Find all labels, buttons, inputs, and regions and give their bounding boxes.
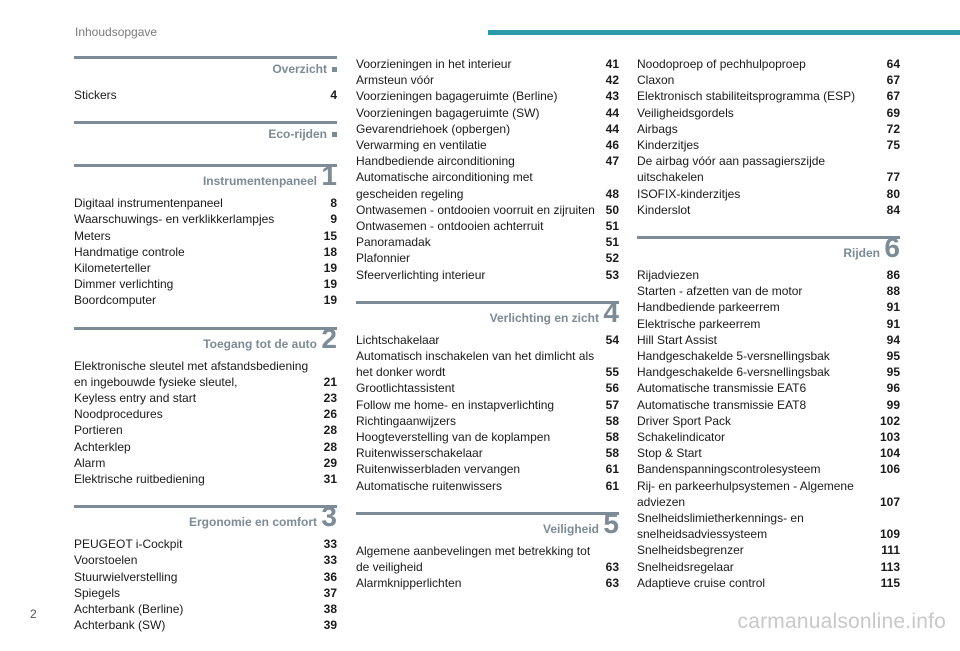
toc-entry[interactable] <box>74 536 337 552</box>
toc-entry-label: Ontwasemen - ontdooien achterruit <box>356 219 544 234</box>
toc-entry-label: Adaptieve cruise control <box>637 575 766 590</box>
toc-entry[interactable] <box>637 267 900 283</box>
section-header <box>74 56 337 81</box>
toc-entry[interactable] <box>74 471 337 487</box>
toc-entry[interactable] <box>637 559 900 575</box>
toc-entry[interactable] <box>74 617 337 633</box>
toc-entry[interactable] <box>74 260 337 276</box>
toc-entry[interactable] <box>356 413 619 429</box>
toc-entry-label: Rijadviezen <box>637 268 700 283</box>
section-header <box>356 296 619 328</box>
toc-entry[interactable] <box>356 445 619 461</box>
toc-entry[interactable] <box>74 390 337 406</box>
toc-entry[interactable] <box>637 153 900 185</box>
toc-entry-page: 28 <box>323 423 337 438</box>
toc-entry-label: Stop & Start <box>637 446 702 461</box>
section-number: 3 <box>321 501 337 533</box>
toc-entry-page: 15 <box>323 228 337 243</box>
toc-entry-page: 111 <box>881 543 900 558</box>
toc-entry-label: Elektrische ruitbediening <box>74 472 205 487</box>
section-header <box>74 322 337 354</box>
toc-entry-page: 58 <box>605 430 619 445</box>
toc-entry-page: 106 <box>879 462 900 477</box>
toc-entry-page: 43 <box>605 89 619 104</box>
toc-entry-label: Gevarendriehoek (opbergen) <box>356 121 511 136</box>
toc-entry[interactable] <box>74 211 337 227</box>
toc-entry-label: Automatische transmissie EAT6 <box>637 381 807 396</box>
toc-entry-label: Achterbank (Berline) <box>74 602 184 617</box>
toc-entry-label: Stickers <box>74 88 117 102</box>
toc-entry-page: 95 <box>886 365 900 380</box>
toc-entry[interactable] <box>637 72 900 88</box>
toc-entry[interactable] <box>356 543 619 575</box>
toc-entry-label: Elektronisch stabiliteitsprogramma (ESP) <box>637 89 856 104</box>
toc-entry-label: Driver Sport Pack <box>637 413 732 428</box>
toc-section <box>356 296 619 494</box>
toc-entry-label: Hill Start Assist <box>637 332 718 347</box>
toc-entry-page: 39 <box>323 618 337 633</box>
toc-entry-label: Armsteun vóór <box>356 73 435 88</box>
toc-entry-label: Ontwasemen - ontdooien voorruit en zijruiten <box>356 202 595 217</box>
toc-entry[interactable] <box>637 186 900 202</box>
toc-entry-page: 29 <box>323 455 337 470</box>
toc-entry-page: 46 <box>605 138 619 153</box>
toc-section <box>74 501 337 633</box>
page-number: 2 <box>30 607 37 621</box>
page-header-title: Inhoudsopgave <box>75 25 158 39</box>
section-header <box>637 232 900 264</box>
toc-entry-page: 42 <box>605 73 619 88</box>
toc-entry-page: 19 <box>323 293 337 308</box>
toc-entry-label: ISOFIX-kinderzitjes <box>637 186 741 201</box>
toc-entry[interactable] <box>356 250 619 266</box>
toc-entry-page: 58 <box>605 413 619 428</box>
toc-entry[interactable] <box>356 397 619 413</box>
toc-entry-page: 26 <box>323 407 337 422</box>
toc-entry-page: 38 <box>323 602 337 617</box>
toc-entry[interactable] <box>637 137 900 153</box>
toc-entry-page: 23 <box>323 391 337 406</box>
toc-entry-label: Verwarming en ventilatie <box>356 138 487 153</box>
toc-entry-page: 54 <box>605 332 619 347</box>
toc-entry-label: Snelheidsregelaar <box>637 559 734 574</box>
toc-entry-page: 109 <box>879 527 900 542</box>
toc-section <box>356 56 619 283</box>
section-header <box>74 121 337 146</box>
toc-entry-label: Kinderzitjes <box>637 138 700 153</box>
toc-entry-label: Richtingaanwijzers <box>356 413 457 428</box>
watermark: carmanualsonline.info <box>737 610 946 633</box>
toc-entry-page: 8 <box>330 196 337 211</box>
toc-entry-page: 58 <box>605 446 619 461</box>
toc-entry-page: 28 <box>323 439 337 454</box>
section-title: Toegang tot de auto <box>203 336 317 351</box>
toc-entry-page: 63 <box>605 576 619 591</box>
toc-entry[interactable] <box>74 228 337 244</box>
toc-entry-label: Automatisch inschakelen van het dimlicht als het donker wordt <box>356 349 595 380</box>
section-title: Eco-rijden <box>268 127 337 141</box>
square-bullet-icon <box>332 67 337 72</box>
toc-entry[interactable] <box>74 358 337 390</box>
toc-entry[interactable] <box>74 569 337 585</box>
toc-entry-page: 56 <box>605 381 619 396</box>
toc-entry-page: 75 <box>886 138 900 153</box>
toc-entry-page: 50 <box>605 202 619 217</box>
toc-entry-page: 88 <box>886 284 900 299</box>
toc-entry[interactable] <box>74 195 337 211</box>
header-accent-bar <box>488 30 960 35</box>
toc-entry-page: 63 <box>605 560 619 575</box>
toc-entry-label: Lichtschakelaar <box>356 332 440 347</box>
toc-entry-label: Achterbank (SW) <box>74 618 166 633</box>
toc-entry-page: 67 <box>886 89 900 104</box>
toc-entry-page: 113 <box>880 559 900 574</box>
toc-entry-label: Schakelindicator <box>637 430 726 445</box>
toc-entry[interactable] <box>356 218 619 234</box>
toc-entry-page: 96 <box>886 381 900 396</box>
toc-entry-page: 102 <box>879 413 900 428</box>
toc-entry[interactable] <box>637 478 900 510</box>
toc-entry[interactable] <box>356 121 619 137</box>
toc-entry-label: Meters <box>74 228 111 243</box>
toc-entry[interactable] <box>356 429 619 445</box>
toc-entry[interactable] <box>74 439 337 455</box>
toc-entry-label: Noodoproep of pechhulpoproep <box>637 57 806 71</box>
toc-entry-page: 103 <box>879 430 900 445</box>
toc-entry-page: 67 <box>886 73 900 88</box>
toc-entry[interactable] <box>356 72 619 88</box>
toc-entry[interactable] <box>356 575 619 591</box>
toc-entry[interactable] <box>637 542 900 558</box>
toc-entry-label: Voorzieningen bagageruimte (SW) <box>356 105 540 120</box>
toc-entry[interactable] <box>74 292 337 308</box>
section-number: 2 <box>321 322 337 354</box>
toc-entry-page: 72 <box>886 121 900 136</box>
toc-entry-label: Sfeerverlichting interieur <box>356 267 486 282</box>
toc-section <box>637 232 900 591</box>
toc-entry[interactable] <box>356 202 619 218</box>
toc-section <box>637 56 900 218</box>
toc-entry-page: 33 <box>323 553 337 568</box>
toc-entry[interactable] <box>637 105 900 121</box>
toc-entry-label: Stuurwielverstelling <box>74 569 178 584</box>
toc-entry-label: Dimmer verlichting <box>74 277 174 292</box>
toc-entry-page: 99 <box>886 397 900 412</box>
toc-entry-label: Starten - afzetten van de motor <box>637 284 803 299</box>
toc-entry[interactable] <box>356 348 619 380</box>
toc-entry-page: 80 <box>886 186 900 201</box>
toc-entry-page: 18 <box>323 244 337 259</box>
toc-entry-page: 33 <box>323 537 337 552</box>
toc-entry[interactable] <box>356 137 619 153</box>
toc-entry-label: Automatische ruitenwissers <box>356 478 503 493</box>
toc-entry-label: Handbediende parkeerrem <box>637 300 780 315</box>
toc-entry[interactable] <box>637 413 900 429</box>
toc-entry-label: Snelheidsbegrenzer <box>637 543 744 558</box>
toc-entry-label: Automatische airconditioning met gescheiden regeling <box>356 170 533 201</box>
section-title: Ergonomie en comfort <box>188 515 317 530</box>
toc-entry[interactable] <box>637 364 900 380</box>
section-header <box>356 507 619 539</box>
toc-entry-page: 61 <box>605 478 619 493</box>
section-number: 5 <box>603 507 619 539</box>
toc-entry-page: 21 <box>323 374 337 389</box>
toc-entry-page: 91 <box>886 300 900 315</box>
toc-entry-page: 51 <box>605 235 619 250</box>
toc-entry-page: 107 <box>879 494 900 509</box>
toc-entry-page: 36 <box>323 569 337 584</box>
toc-entry[interactable] <box>356 267 619 283</box>
toc-entry-page: 55 <box>605 365 619 380</box>
toc-entry[interactable] <box>637 380 900 396</box>
section-number: 1 <box>321 160 337 192</box>
toc-entry[interactable] <box>356 478 619 494</box>
toc-entry-label: Alarmknipperlichten <box>356 576 462 591</box>
toc-entry-label: Spiegels <box>74 585 121 600</box>
toc-entry-label: PEUGEOT i-Cockpit <box>74 537 183 552</box>
toc-entry-page: 4 <box>330 88 337 102</box>
toc-entry-page: 44 <box>605 121 619 136</box>
toc-entry-page: 52 <box>605 251 619 266</box>
toc-entry[interactable] <box>74 455 337 471</box>
toc-entry[interactable] <box>637 461 900 477</box>
toc-entry[interactable] <box>637 510 900 542</box>
toc-entry-page: 115 <box>880 575 900 590</box>
toc-entry-label: Ruitenwisserschakelaar <box>356 446 483 461</box>
toc-entry[interactable] <box>637 332 900 348</box>
toc-entry[interactable] <box>356 153 619 169</box>
toc-entry-label: Veiligheidsgordels <box>637 105 734 120</box>
toc-entry-page: 64 <box>886 57 900 71</box>
toc-entry[interactable] <box>356 234 619 250</box>
toc-entry[interactable] <box>356 461 619 477</box>
toc-entry-label: Snelheidslimietherkennings- en snelheidsadviessysteem <box>637 511 804 542</box>
toc-entry[interactable] <box>356 332 619 348</box>
toc-entry-page: 94 <box>886 332 900 347</box>
toc-entry[interactable] <box>74 422 337 438</box>
toc-entry-page: 57 <box>605 397 619 412</box>
toc-entry-label: Handgeschakelde 6-versnellingsbak <box>637 365 830 380</box>
toc-entry[interactable] <box>74 276 337 292</box>
toc-entry[interactable] <box>74 601 337 617</box>
toc-entry-label: Keyless entry and start <box>74 391 197 406</box>
toc-section <box>74 160 337 308</box>
toc-entry-label: Digitaal instrumentenpaneel <box>74 196 223 211</box>
toc-entry-label: De airbag vóór aan passagierszijde uitschakelen <box>637 154 826 185</box>
section-title: Veiligheid <box>542 521 599 536</box>
section-title: Overzicht <box>272 62 337 76</box>
toc-section <box>74 56 337 103</box>
toc-entry-label: Voorzieningen in het interieur <box>356 57 512 71</box>
toc-entry-label: Voorstoelen <box>74 553 138 568</box>
toc-column-2 <box>356 56 619 609</box>
toc-entry-page: 69 <box>886 105 900 120</box>
toc-section <box>356 507 619 592</box>
toc-entry-label: Rij- en parkeerhulpsystemen - Algemene adviezen <box>637 478 854 509</box>
section-header <box>74 501 337 533</box>
toc-entry[interactable] <box>637 429 900 445</box>
section-title: Rijden <box>843 246 880 261</box>
toc-entry-page: 77 <box>886 170 900 185</box>
toc-entry-label: Boordcomputer <box>74 293 157 308</box>
toc-entry[interactable] <box>356 380 619 396</box>
toc-entry[interactable] <box>637 283 900 299</box>
toc-entry[interactable] <box>637 575 900 591</box>
toc-entry-label: Ruitenwisserbladen vervangen <box>356 462 521 477</box>
toc-entry[interactable] <box>74 585 337 601</box>
toc-column-3 <box>637 56 900 609</box>
toc-entry-label: Handmatige controle <box>74 244 185 259</box>
toc-entry[interactable] <box>637 445 900 461</box>
toc-entry[interactable] <box>74 406 337 422</box>
toc-entry-label: Waarschuwings- en verklikkerlampjes <box>74 212 275 227</box>
toc-column-1 <box>74 56 337 651</box>
toc-entry[interactable] <box>637 316 900 332</box>
toc-entry-page: 41 <box>605 57 619 71</box>
toc-entry[interactable] <box>637 348 900 364</box>
toc-entry-label: Plafonnier <box>356 251 411 266</box>
toc-entry-label: Portieren <box>74 423 123 438</box>
toc-entry-label: Grootlichtassistent <box>356 381 455 396</box>
toc-entry-label: Elektronische sleutel met afstandsbediening en ingebouwde fysieke sleutel, <box>74 358 309 389</box>
section-header <box>74 160 337 192</box>
toc-entry-page: 44 <box>605 105 619 120</box>
section-title: Verlichting en zicht <box>489 310 599 325</box>
toc-entry-page: 104 <box>879 446 900 461</box>
toc-entry-page: 31 <box>323 472 337 487</box>
toc-entry[interactable] <box>74 552 337 568</box>
toc-entry[interactable] <box>637 299 900 315</box>
toc-entry-page: 47 <box>605 154 619 169</box>
toc-entry-page: 53 <box>605 267 619 282</box>
toc-entry-label: Elektrische parkeerrem <box>637 316 761 331</box>
toc-entry-label: Kinderslot <box>637 202 691 217</box>
toc-section <box>74 121 337 146</box>
toc-entry-label: Claxon <box>637 73 675 88</box>
toc-entry[interactable] <box>637 202 900 218</box>
toc-entry-label: Panoramadak <box>356 235 431 250</box>
toc-entry[interactable] <box>637 397 900 413</box>
toc-entry-label: Follow me home- en instapverlichting <box>356 397 555 412</box>
section-title: Instrumentenpaneel <box>202 174 317 189</box>
toc-entry-page: 86 <box>886 268 900 283</box>
toc-entry-label: Handbediende airconditioning <box>356 154 515 169</box>
toc-entry[interactable] <box>356 56 619 72</box>
square-bullet-icon <box>332 132 337 137</box>
toc-entry-page: 84 <box>886 202 900 217</box>
toc-entry-page: 48 <box>605 186 619 201</box>
toc-entry[interactable] <box>637 121 900 137</box>
toc-entry-label: Handgeschakelde 5-versnellingsbak <box>637 349 830 364</box>
toc-entry-page: 19 <box>323 261 337 276</box>
toc-entry-label: Achterklep <box>74 439 131 454</box>
toc-entry-label: Automatische transmissie EAT8 <box>637 397 807 412</box>
toc-entry-label: Kilometerteller <box>74 261 151 276</box>
toc-entry[interactable] <box>74 244 337 260</box>
toc-entry-label: Alarm <box>74 455 106 470</box>
toc-entry-page: 61 <box>605 462 619 477</box>
toc-entry-page: 91 <box>886 316 900 331</box>
toc-entry-label: Hoogteverstelling van de koplampen <box>356 430 551 445</box>
section-number: 4 <box>603 296 619 328</box>
toc-entry-page: 19 <box>323 277 337 292</box>
toc-entry-label: Airbags <box>637 121 678 136</box>
toc-entry-page: 9 <box>330 212 337 227</box>
toc-entry-page: 95 <box>886 349 900 364</box>
toc-entry[interactable] <box>637 88 900 104</box>
toc-entry-label: Noodprocedures <box>74 407 163 422</box>
toc-entry-page: 37 <box>323 585 337 600</box>
toc-entry[interactable] <box>356 105 619 121</box>
toc-entry-label: Bandenspanningscontrolesysteem <box>637 462 821 477</box>
toc-entry-label: Algemene aanbevelingen met betrekking tot de veiligheid <box>356 543 591 575</box>
toc-entry[interactable] <box>356 88 619 104</box>
toc-entry[interactable] <box>74 87 337 103</box>
toc-entry[interactable] <box>356 169 619 201</box>
toc-entry[interactable] <box>637 56 900 72</box>
section-number: 6 <box>884 232 900 264</box>
toc-section <box>74 322 337 488</box>
toc-entry-page: 51 <box>605 219 619 234</box>
toc-entry-label: Voorzieningen bagageruimte (Berline) <box>356 89 558 104</box>
